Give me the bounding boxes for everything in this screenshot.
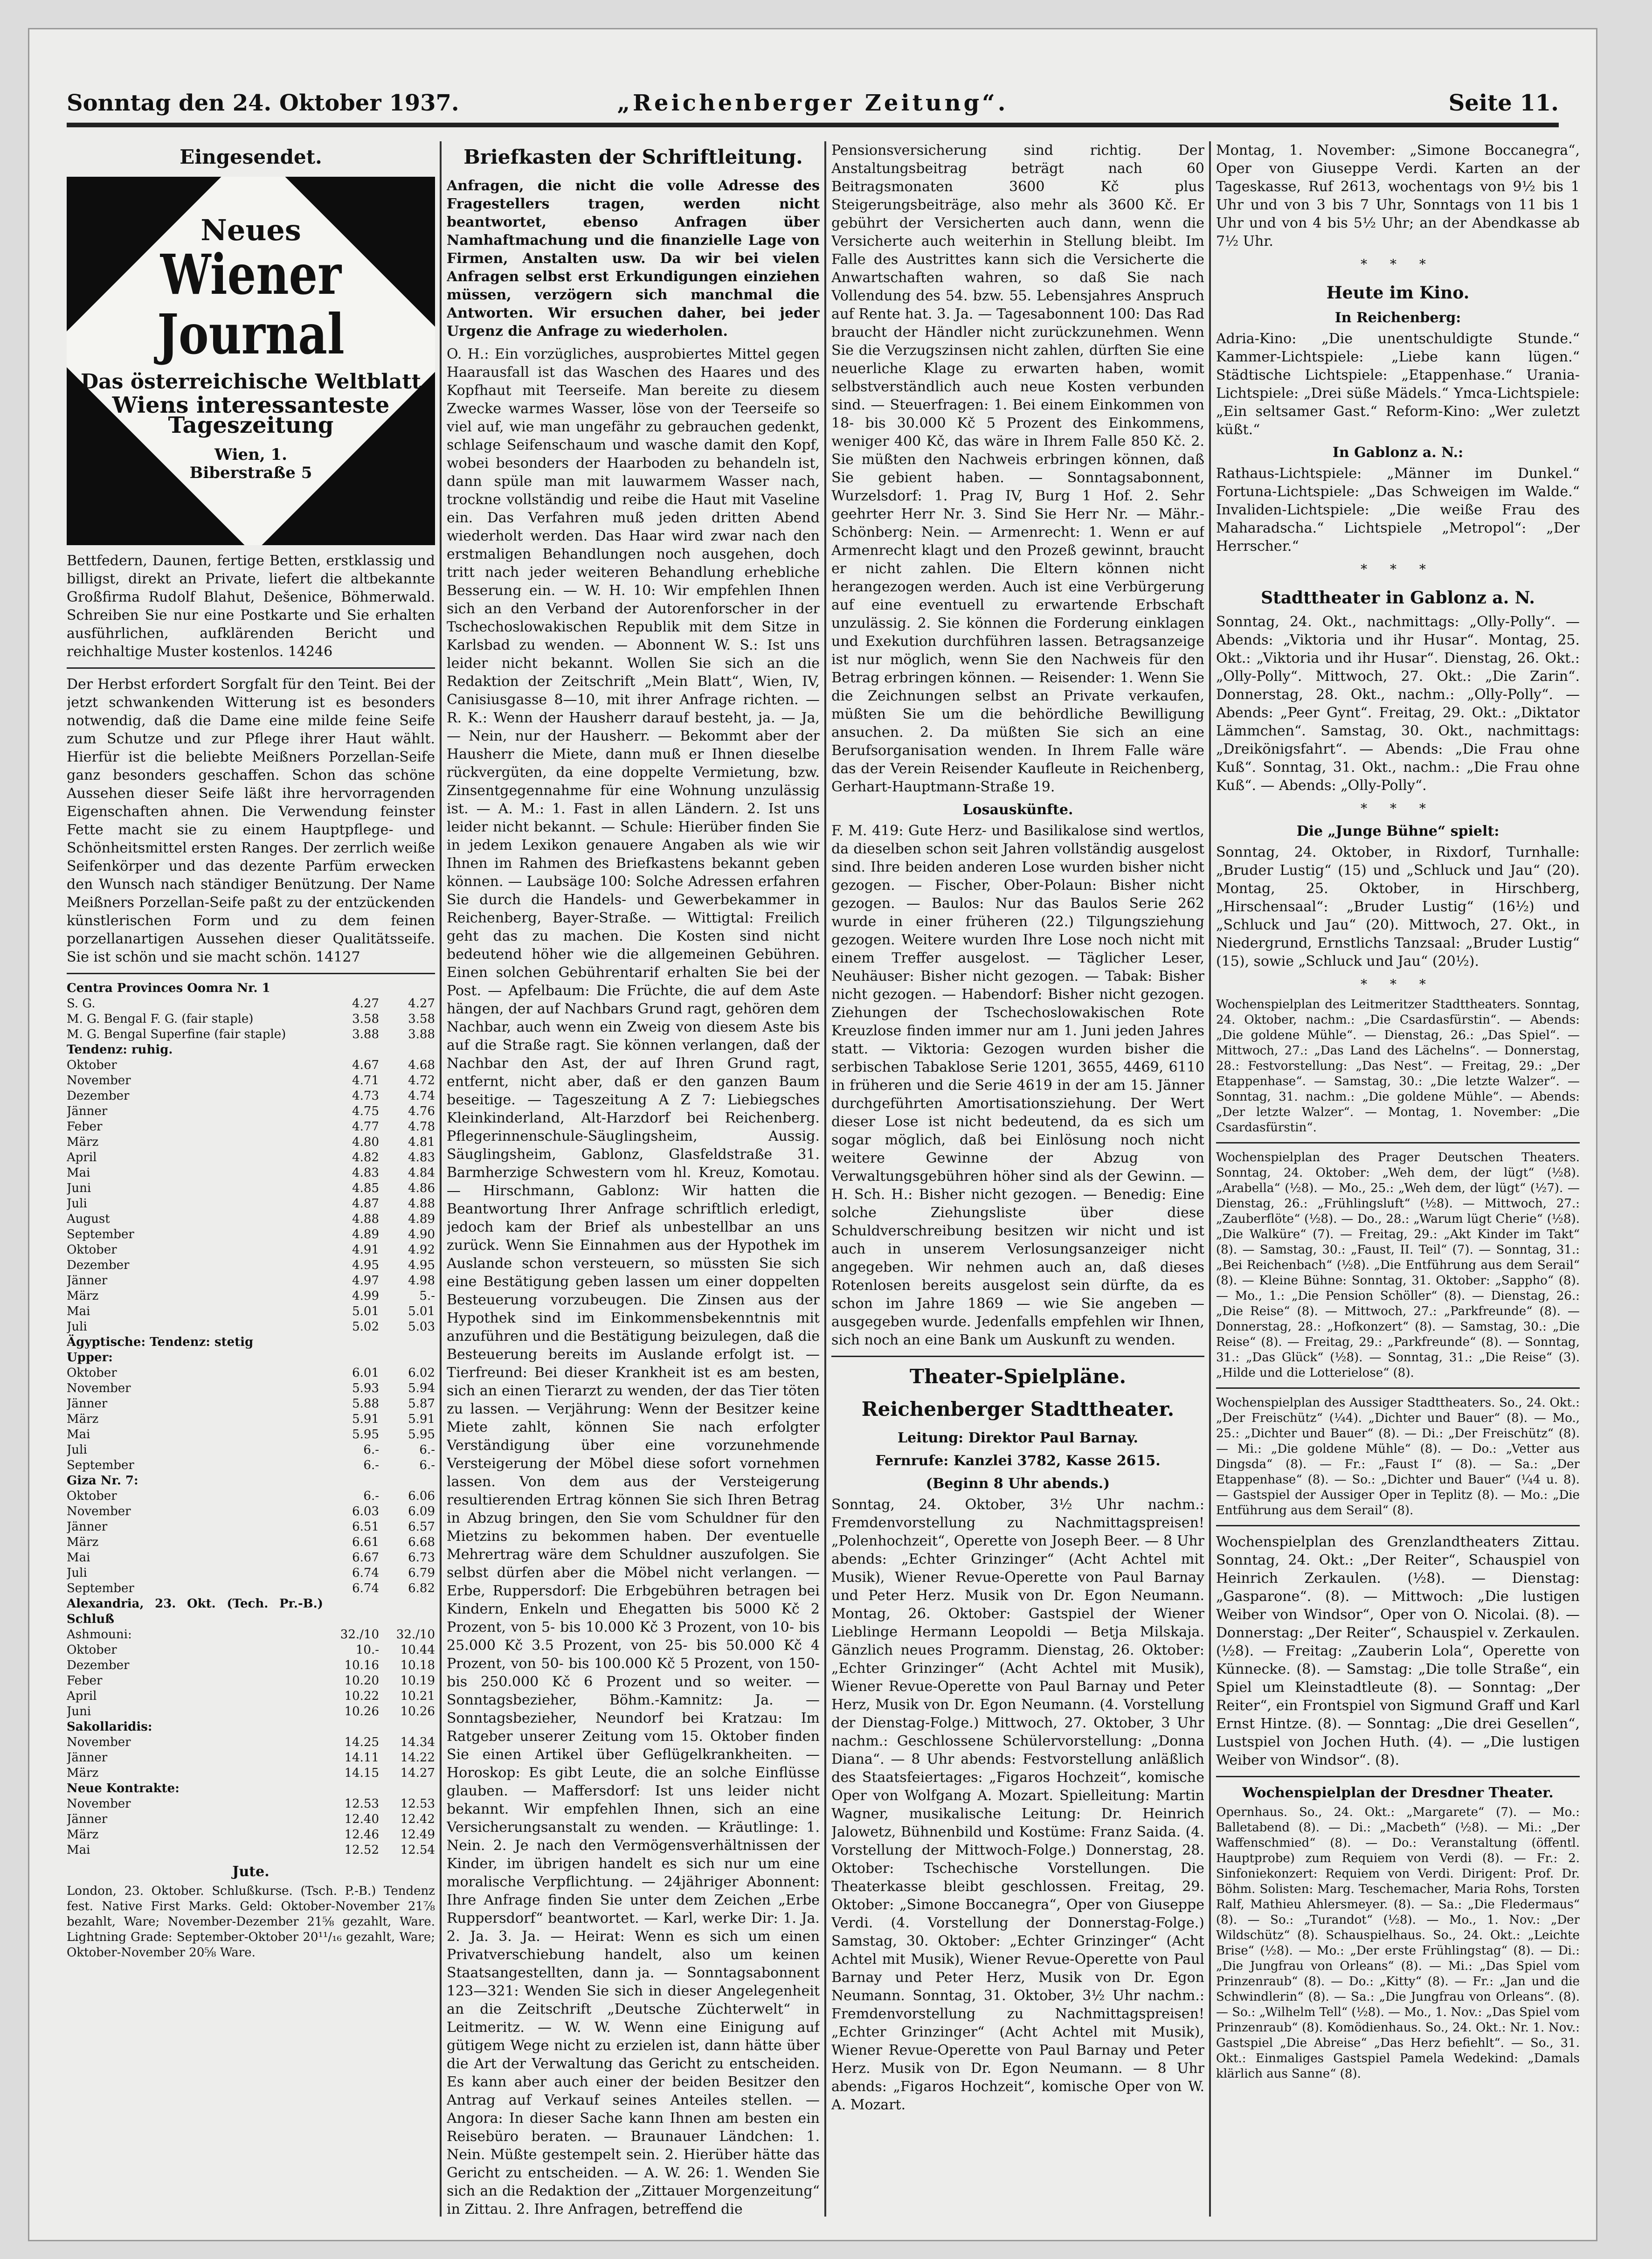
quote-value: 6.73 [408,1551,435,1565]
page-header [67,85,1559,127]
quote-row [67,1304,435,1319]
quote-value: 10.19 [400,1674,435,1688]
quote-value: 6.- [419,1443,435,1457]
quote-value [379,1335,435,1350]
quote-value: 12.46 [344,1828,379,1842]
quote-value [379,1042,435,1058]
ad-line: Tageszeitung [168,412,334,438]
quote-row [67,1627,435,1642]
grenzland-program: Wochenspielplan des Grenzlandtheaters Zittau. Sonntag, 24. Okt.: „Der Reiter“, Schauspiel von Heinrich Zerkaulen. (½8). — Dienstag: „Gasparone“. (8). — Mittwoch: „Die lustigen Weiber von Windsor“, Oper von O. Nicolai. (8). — Donnerstag: „Der Reiter“, Schauspiel v. Zerkaulen. (½8). — Freitag: „Zauberin Lola“, Operette von Künnecke. (8). — Samstag: „Die tolle Straße“, ein Spiel um Kleinstadtleute (8). — Sonntag: „Der Reiter“, ein Frontspiel von Sigmund Graff und Karl Ernst Hintze. (8). — Sonntag: „Die drei Gesellen“, Lustspiel von Jochen Huth. (4). — „Die lustigen Weiber von Windsor“. (8). [1216,1534,1580,1768]
quote-label: März [67,1766,99,1780]
quote-value: 10.22 [344,1689,379,1703]
briefkasten-answers: O. H.: Ein vorzügliches, ausprobiertes Mittel gegen Haarausfall ist das Waschen des Haares und des Kopfhaut mit Teerseife. Man bereite zu diesem Zwecke warmes Wasser, löse von der Teerseife so viel auf, wie man ungefähr zu gebrauchen gedenkt, schlage Seifenschaum und wasche damit den Kopf, wobei besonders der Haarboden zu behandeln ist, dann spüle man mit lauwarmem Wasser nach, trockne vollständig und reibe die Haut mit Vaseline ein. Das Verfahren muß jeden dritten Abend wiederholt werden. Das Haar wird zwar nach den erstmaligen Behandlungen noch ausgehen, doch tritt nach jeder weiteren Behandlung erhebliche Besserung ein. — W. H. 10: Wir empfehlen Ihnen sich an den Verband der Autorenforscher in der Tschechoslowakischen Republik mit dem Sitze in Karlsbad zu wenden. — Abonnent W. S.: Ist uns leider nicht bekannt. Wollen Sie sich an die Redaktion der Zeitschrift „Mein Blatt“, Wien, IV, Canisiusgasse 8—10, mit ihrer Anfrage richten. — R. K.: Wenn der Hausherr darauf besteht, ja. — Ja, — Nein, nur der Hausherr. — Bekommt aber der Hausherr die Miete, dann muß er Ihnen dieselbe rückvergüten, da eine doppelte Vermietung, bzw. Zinsentgegennahme für eine Wohnung unzulässig ist. — A. M.: 1. Fast in allen Ländern. 2. Ist uns leider nicht bekannt. — Schule: Hierüber finden Sie in jedem Lexikon genauere Angaben als wie wir Ihnen im Rahmen des Briefkastens bekannt geben können. — Laubsäge 100: Solche Adressen erfahren Sie durch die Handels- und Gewerbekammer in Reichenberg, Bayer-Straße. — Wittigtal: Freilich geht das zu machen. Die Kosten sind nicht bedeutend höher wie die allgemeinen Gebühren. Einen solchen Gebührentarif erhalten Sie bei der Post. — Apfelbaum: Die Früchte, die auf dem Aste hängen, der auf Nachbars Grund ragt, gehören dem Nachbar, auch wenn ein Zweig von diesem Aste bis auf die Straße ragt. Sie können verlangen, daß der Nachbar den Ast, der auf Ihren Grund ragt, entfernt, nicht aber, daß er den ganzen Baum beseitige. — Tageszeitung A Z 7: Liebiegsches Kleinkinderland, Alt-Harzdorf bei Reichenberg. Pflegerinnenschule-Säuglingsheim, Aussig. Säuglingsheim, Gablonz, Glasfeldstraße 31. Barmherzige Schwestern vom hl. Kreuz, Komotau. — Hirschmann, Gablonz: Wir hatten die Beantwortung Ihrer Anfrage schriftlich erledigt, jedoch kam der Brief als unbestellbar an uns zurück. Wenn Sie Einnahmen aus der Hypothek im Auslande schon versteuern, so müssten Sie sich eine Bestätigung geben lassen um einer doppelten Besteuerung vorzubeugen. Die Zinsen aus der Hypothek sind im Einkommensbekenntnis mit anzuführen und die Bestätigung beizulegen, daß die Besteuerung bereits im Auslande erfolgt ist. — Tierfreund: Bei dieser Krankheit ist es am besten, sich an einen Tierarzt zu wenden, der das Tier töten zu lassen. — Verjährung: Wenn der Besitzer keine Miete zahlt, können Sie nach erfolgter Verständigung über eine vorzunehmende Versteigerung der Möbel diese sofort vornehmen lassen. Von dem aus der Versteigerung resultierenden Ertrag können Sie sich Ihren Betrag in Abzug bringen, den Sie vom Schuldner für den Mietzins zu bekommen haben. Der eventuelle Mehrertrag wäre dem Schuldner auszufolgen. Sie selbst dürfen aber die Möbel nicht verlangen. — Erbe, Ruppersdorf: Die Erbgebühren betragen bei Kindern, Enkeln und Ehegatten bis 5000 Kč 2 Prozent, von 5- bis 10.000 Kč 3 Prozent, von 10- bis 25.000 Kč 3.5 Prozent, von 25- bis 50.000 Kč 4 Prozent, von 50- bis 100.000 Kč 5 Prozent, von 150- bis 250.000 Kč 6 Prozent und so weiter. — Sonntagsbezieher, Böhm.-Kamnitz: Ja. — Sonntagsbezieher, Neundorf bei Kratzau: Im Ratgeber unserer Zeitung vom 15. Oktober finden Sie einen Artikel über Geflügelkrankheiten. — Horoskop: Es gibt Leute, die an solche Einflüsse glauben. — Maffersdorf: Ist uns leider nicht bekannt. Wir empfehlen Ihnen, sich an eine Versicherungsanstalt zu wenden. — Kräutlinge: 1. Nein. 2. Je nach den Vermögensverhältnissen der Kinder, im übrigen handelt es sich nur um eine moralische Verpflichtung. — 24jähriger Abonnent: Ihre Anfrage finden Sie unter dem Zeichen „Erbe Ruppersdorf“ beantwortet. — Karl, werke Dir: 1. Ja. 2. Ja. 3. Ja. — Heirat: Wenn es sich um einen Privatverschiebung handelt, also um keinen Staatsangestellten, dann ja. — Sonntagsabonnent 123—321: Wenden Sie sich in dieser Angelegenheit an die Zeitschrift „Deutsche Züchterwelt“ in Leitmeritz. — W. W. Wenn eine Einigung auf gütigem Wege nicht zu erzielen ist, dann hätte über die Art der Verwaltung das Gericht zu entscheiden. Es kann aber auch einer der beiden Besitzer den Antrag auf Verkauf seines Anteiles stellen. — Angora: In dieser Sache kann Ihnen am besten ein Reisebüro beraten. — Braunauer Ländchen: 1. Nein. Müßte gestempelt sein. 2. Hierüber hätte das Gericht zu entscheiden. — A. W. 26: 1. Wenden Sie sich an die Redaktion der „Zittauer Morgenzeitung“ in Zittau. 2. Ihre Anfragen, betreffend die [447,346,820,2217]
quote-value: 3.88 [352,1027,379,1041]
quote-row [67,1473,435,1489]
quote-label: Ashmouni: [67,1628,132,1642]
quote-value: 10.18 [400,1658,435,1672]
quote-label: Oktober [67,1058,117,1072]
quote-row [67,1642,435,1658]
quote-row [67,1519,435,1535]
prag-program: Wochenspielplan des Prager Deutschen Theaters. Sonntag, 24. Oktober: „Weh dem, der lügt“ (½8). „Arabella“ (½8). — Mo., 25.: „Weh dem, der lügt“ (½7). — Dienstag, 26.: „Frühlingsluft“ (½8). — Mittwoch, 27.: „Zauberflöte“ (½8). — Do., 28.: „Warum lügt Cherie“ (½8). „Die Walküre“ (7). — Freitag, 29.: „Akt Kinder im Takt“ (8). — Samstag, 30.: „Faust, II. Teil“ (7). — Sonntag, 31.: „Bei Reichenbach“ (½8). „Die Entführung aus dem Serail“ (8). — Kleine Bühne: Sonntag, 31. Oktober: „Sappho“ (8). — Mo., 1.: „Die Pension Schöller“ (8). — Dienstag, 26.: „Die Reise“ (8). — Mittwoch, 27.: „Parkfreunde“ (8). — Donnerstag, 28.: „Hofkonzert“ (8). — Samstag, 30.: „Die Reise“ (8). — Freitag, 29.: „Parkfreunde“ (8). — Sonntag, 31.: „Das Glück“ (½8). — Sonntag, 31.: „Die Reise“ (3). „Hilde und die Lotterielose“ (8). [1216,1150,1580,1380]
column-4 [1216,141,1580,2217]
header-date: Sonntag den 24. Oktober 1937. [67,90,459,116]
quote-value: 4.72 [408,1074,435,1088]
column-rule [824,141,826,2217]
quote-value: 4.95 [408,1258,435,1272]
quote-value: 6.- [363,1458,379,1472]
quote-row [67,1396,435,1412]
quote-value: 10.44 [400,1643,435,1657]
quote-value: 5.87 [408,1397,435,1411]
quote-row [67,1088,435,1104]
quote-label: November [67,1504,131,1518]
quote-label: Jänner [67,1104,108,1118]
quote-label: Mai [67,1304,90,1318]
wiener-journal-advertisement [67,177,435,545]
leitmeritz-program: Wochenspielplan des Leitmeritzer Stadttheaters. Sonntag, 24. Oktober, nachm.: „Die Csardasfürstin“. — Abends: „Die goldene Mühle“. — Dienstag, 26.: „Das Spiel“. — Mittwoch, 27.: „Das Land des Lächelns“. — Donnerstag, 28.: Festvorstellung: „Das Nest“. — Freitag, 29.: „Der Etappenhase“. — Samstag, 30.: „Die letzte Walzer“. — Sonntag, 31. nachm.: „Die goldene Mühle“. — Abends: „Der letzte Walzer“. — Montag, 1. November: „Die Csardasfürstin“. [1216,998,1580,1135]
quote-value [323,1596,379,1627]
quote-row [67,1335,435,1350]
quote-row [67,1319,435,1335]
quote-row [67,1596,435,1627]
quote-value: 5.91 [408,1412,435,1426]
quote-value: 5.01 [408,1304,435,1318]
jute-heading: Jute. [232,1864,270,1880]
quote-label: Mai [67,1843,90,1857]
quote-row [67,1042,435,1058]
quote-label: Mai [67,1427,90,1441]
quote-label: September [67,1581,134,1595]
losauskuenfte-text: F. M. 419: Gute Herz- und Basilikalose sind wertlos, da dieselben schon seit Jahren vollständig ausgelost sind. Ihre beiden anderen Lose wurden bisher nicht gezogen. — Fischer, Ober-Polaun: Bisher nicht gezogen. — Baulos: Nur das Baulos Serie 262 wurde in einer früheren (22.) Tilgungsziehung gezogen. Weitere wurden Ihre Lose noch nicht mit einem Treffer ausgelost. — Täglicher Leser, Neuhäuser: Bisher nicht gezogen. — Tabak: Bisher nicht gezogen. — Habendorf: Bisher nicht gezogen. Ziehungen der Tschechoslowakischen Rote Kreuzlose finden immer nur am 1. Juni jeden Jahres statt. — Viktoria: Gezogen wurden bisher die serbischen Tabaklose Serie 1201, 3655, 4469, 6110 in früheren und die Serie 4619 in der am 15. Jänner durchgeführten Amortisationsziehung. Der Wert dieser Lose ist nicht bedeutend, da es sich um sogar möglich, daß bei Einlösung noch nicht weitere Gewinne der Abzug von Verwaltungsgebühren höher sind als der Gewinn. — H. Sch. H.: Bisher nicht gezogen. — Benedig: Eine solche Ziehungsliste über diese Schuldverschreibung besitzen wir nicht und ist auch in unserem Verlosungsanzeiger nicht angegeben. Wir nehmen auch an, daß dieses Rotenlosen bereits ausgelost sein dürfte, da es schon im Jahre 1869 — wie Sie angeben — ausgegeben wurde. Jedenfalls empfehlen wir Ihnen, sich noch an eine Bank um Auskunft zu wenden. [831,823,1204,1348]
quote-label: Jänner [67,1397,108,1411]
ad-address: Wien, 1. [214,445,288,464]
divider [67,667,435,669]
quote-value: 4.83 [352,1166,379,1180]
quote-value: 4.92 [408,1243,435,1257]
theater-phone: Fernrufe: Kanzlei 3782, Kasse 2615. [875,1453,1161,1469]
quote-label: Jänner [67,1751,108,1765]
quote-value [379,1596,435,1627]
quote-value: 6.74 [352,1566,379,1580]
quote-value: 10.20 [344,1674,379,1688]
quote-row [67,1504,435,1519]
kino-reichenberg-heading: In Reichenberg: [1334,310,1461,326]
quote-value: 4.73 [352,1089,379,1103]
quote-value: 4.76 [408,1104,435,1118]
quote-value: 14.25 [344,1735,379,1749]
quote-value: 12.42 [400,1812,435,1826]
quote-label: April [67,1689,97,1703]
quote-label: Feber [67,1120,103,1134]
quote-value: 12.40 [344,1812,379,1826]
header-paper-name: „Reichenberger Zeitung“. [617,90,1009,116]
quote-row [67,1458,435,1473]
quote-value: 10.16 [344,1658,379,1672]
ad-text-block [67,213,435,482]
quote-row [67,1581,435,1596]
quote-value: 4.68 [408,1058,435,1072]
quote-value [323,1335,379,1350]
quote-value: 4.74 [408,1089,435,1103]
quote-value: 4.75 [352,1104,379,1118]
quote-row [67,1365,435,1381]
quote-value: 4.87 [352,1197,379,1211]
quote-row [67,1242,435,1258]
quote-row [67,1442,435,1458]
column-1 [67,141,435,2217]
kino-heading: Heute im Kino. [1326,283,1470,303]
quote-value: 6.01 [352,1366,379,1380]
quote-row [67,1735,435,1750]
quote-label: November [67,1074,131,1088]
quote-value: 6.61 [352,1535,379,1549]
aussig-program: Wochenspielplan des Aussiger Stadttheaters. So., 24. Okt.: „Der Freischütz“ (¼4). „Dichter und Bauer“ (8). — Mo., 25.: „Dichter und Bauer“ (8). — Di.: „Der Freischütz“ (8). — Mi.: „Die goldene Mühle“ (8). — Do.: „Vetter aus Dingsda“ (8). — Fr.: „Faust I“ (8). — Sa.: „Der Etappenhase“ (8). — So.: „Dichter und Bauer“ (¼4 u. 8). — Gastspiel der Aussiger Oper in Teplitz (8). — Mo.: „Die Entführung aus dem Serail“ (8). [1216,1396,1580,1518]
quote-row [67,1135,435,1150]
quote-value: 6.03 [352,1504,379,1518]
quote-label: März [67,1828,99,1842]
quote-value: 3.58 [352,1012,379,1026]
quote-value: 5.94 [408,1381,435,1395]
quote-value [323,1042,379,1058]
quote-value: 4.91 [352,1243,379,1257]
quote-value: 4.82 [352,1150,379,1164]
quote-row [67,1812,435,1827]
quote-value: 5.02 [352,1320,379,1334]
quote-value: 4.81 [408,1135,435,1149]
separator-stars: * * * [1361,561,1435,577]
briefkasten-intro: Anfragen, die nicht die volle Adresse des Fragestellers tragen, werden nicht beantwortet, ebenso Anfragen über Namhaftmachung und die finanzielle Lage von Firmen, Anstalten usw. Da wir bei vielen Anfragen selbst erst Erkundigungen einziehen müssen, verzögern sich manchmal die Antworten. Wir ersuchen daher, bei jeder Urgenz die Anfrage zu wiederholen. [447,178,820,340]
quote-row [67,1165,435,1181]
quote-row [67,1381,435,1396]
quote-value: 5.95 [352,1427,379,1441]
quote-value: 12.52 [344,1843,379,1857]
quote-label: September [67,1458,134,1472]
quote-value: 6.67 [352,1551,379,1565]
theater-direction: Leitung: Direktor Paul Barnay. [898,1430,1138,1446]
quote-value: 4.80 [352,1135,379,1149]
quote-row [67,1027,435,1042]
quote-value: 6.- [363,1443,379,1457]
quote-label: März [67,1535,99,1549]
quote-value: 4.85 [352,1181,379,1195]
quote-value: 14.11 [344,1751,379,1765]
quote-label: März [67,1412,99,1426]
quotes-title: Centra Provinces Oomra Nr. 1 [67,981,270,995]
quote-label: Mai [67,1166,90,1180]
column-rule [440,141,442,2217]
quote-value: 6.74 [352,1581,379,1595]
theater-heading: Theater-Spielpläne. [909,1365,1127,1388]
jute-report: London, 23. Oktober. Schlußkurse. (Tsch. P.-B.) Tendenz fest. Native First Marks. Geld: Oktober-November 21⅞ bezahlt, Ware; November-Dezember 21⅝ gezahlt, Ware. Lightning Grade: September-Oktober 20¹¹/₁₆ gezahlt, Ware; Oktober-November 20⅝ Ware. [67,1884,435,1960]
quote-row [67,1412,435,1427]
quote-row [67,1350,435,1365]
quote-value [379,1781,435,1796]
quote-label: November [67,1735,131,1749]
ad-line: Das österreichische Weltblatt [80,370,422,394]
quote-value: 6.68 [408,1535,435,1549]
quote-row [67,1150,435,1165]
quote-value [323,1350,379,1365]
quote-row [67,1566,435,1581]
quote-label: Juli [67,1197,87,1211]
quote-label: März [67,1135,99,1149]
divider [67,973,435,974]
quote-label: Alexandria, 23. Okt. (Tech. Pr.-B.) Schluß [67,1597,323,1626]
column-2 [447,141,820,2217]
stadttheater-program-end: Montag, 1. November: „Simone Boccanegra“, Oper von Giuseppe Verdi. Karten an der Tageskasse, Ruf 2613, wochentags von 9½ bis 1 Uhr und von 3 bis 7 Uhr, Sonntags von 11 bis 1 Uhr und von 4 bis 5½ Uhr; an der Abendkasse ab 7½ Uhr. [1216,142,1580,249]
quote-value: 14.27 [400,1766,435,1780]
quote-row [67,1258,435,1273]
quote-label: Dezember [67,1658,130,1672]
quote-label: Neue Kontrakte: [67,1781,180,1795]
quote-value: 3.88 [408,1027,435,1041]
quote-label: Ägyptische: Tendenz: stetig [67,1335,254,1349]
quote-value: 12.53 [344,1797,379,1811]
quote-label: Upper: [67,1351,113,1365]
gablonz-theater-heading: Stadttheater in Gablonz a. N. [1261,588,1535,608]
quote-value: 4.84 [408,1166,435,1180]
quote-value: 4.99 [352,1289,379,1303]
losauskuenfte-heading: Losauskünfte. [962,802,1073,818]
quote-value: 5.95 [408,1427,435,1441]
quote-row [67,1689,435,1704]
quote-row [67,1535,435,1550]
quote-value: 5.88 [352,1397,379,1411]
quote-label: Juli [67,1320,87,1334]
quote-row [67,1104,435,1119]
quote-row [67,1427,435,1442]
quote-value: 4.89 [352,1227,379,1241]
separator-stars: * * * [1361,256,1435,272]
quote-value: 14.34 [400,1735,435,1749]
quote-row [67,1058,435,1073]
quote-label: Dezember [67,1258,130,1272]
quote-row [67,1550,435,1566]
quote-row [67,1119,435,1135]
quote-value: 6.09 [408,1504,435,1518]
quote-value [323,1473,379,1489]
quote-value: 5.- [419,1289,435,1303]
quote-value: 5.03 [408,1320,435,1334]
quote-label: April [67,1150,97,1164]
quote-row [67,1827,435,1843]
quote-value: 3.58 [408,1012,435,1026]
quote-value [379,1719,435,1735]
column-rule [1209,141,1211,2217]
separator-stars: * * * [1361,977,1435,992]
quote-label: S. G. [67,997,96,1011]
quote-value: 4.86 [408,1181,435,1195]
quote-label: August [67,1212,110,1226]
quote-value: 6.- [363,1489,379,1503]
quote-label: M. G. Bengal F. G. (fair staple) [67,1012,254,1026]
quote-value: 6.51 [352,1520,379,1534]
stadttheater-heading: Reichenberger Stadttheater. [861,1398,1175,1421]
gablonz-theater-program: Sonntag, 24. Okt., nachmittags: „Olly-Polly“. — Abends: „Viktoria und ihr Husar“. Montag, 25. Okt.: „Viktoria und ihr Husar“. Dienstag, 26. Okt.: „Olly-Polly“. Mittwoch, 27. Okt.: „Die Zarin“. Donnerstag, 28. Okt., nachm.: „Olly-Polly“. — Abends: „Peer Gynt“. Freitag, 29. Okt.: „Diktator Lämmchen“. Samstag, 30. Okt., nachmittags: „Dreikönigsfahrt“. — Abends: „Die Frau ohne Kuß“. Sonntag, 31. Okt., nachm.: „Die Frau ohne Kuß“. — Abends: „Olly-Polly“. [1216,614,1580,794]
quote-value: 5.01 [352,1304,379,1318]
ad-line: Wiens interessanteste [112,392,390,418]
quote-value: 4.27 [352,997,379,1011]
quote-label: Sakollaridis: [67,1720,152,1734]
quote-value: 4.88 [408,1197,435,1211]
quote-value: 14.15 [344,1766,379,1780]
quote-value: 4.89 [408,1212,435,1226]
quote-row [67,1073,435,1088]
quote-row [67,1673,435,1689]
quote-label: Oktober [67,1366,117,1380]
quote-value [323,1719,379,1735]
quote-row [67,1658,435,1673]
quote-label: Dezember [67,1089,130,1103]
quote-row [67,1273,435,1289]
quote-value [379,1350,435,1365]
quote-value: 32./10 [396,1628,435,1642]
quote-value: 4.77 [352,1120,379,1134]
quote-label: Mai [67,1551,90,1565]
kino-gablonz-heading: In Gablonz a. N.: [1332,444,1464,461]
ad-title: Wiener Journal [157,242,345,367]
quote-value: 4.71 [352,1074,379,1088]
section-heading-briefkasten: Briefkasten der Schriftleitung. [463,146,803,168]
quote-row [67,1181,435,1196]
quote-value: 12.54 [400,1843,435,1857]
quote-value: 6.02 [408,1366,435,1380]
section-heading-eingesendet: Eingesendet. [180,146,322,168]
quote-value: 6.82 [408,1581,435,1595]
quote-row [67,1750,435,1766]
quote-label: Jänner [67,1274,108,1288]
newspaper-page [28,28,1597,2241]
quote-value: 10.21 [400,1689,435,1703]
header-page-number: Seite 11. [1448,90,1559,116]
quote-row [67,1719,435,1735]
quote-value: 10.26 [344,1705,379,1719]
junge-buehne-program: Sonntag, 24. Oktober, in Rixdorf, Turnhalle: „Bruder Lustig“ (15) und „Schluck und Jau“ (20). Montag, 25. Oktober, in Hirschberg, „Hirschensaal“: „Bruder Lustig“ (16½) und „Schluck und Jau“ (20). Mittwoch, 27. Okt., in Niedergrund, Ernstlichs Tanzsaal: „Bruder Lustig“ (15), sowie „Schluck und Jau“ (20½). [1216,844,1580,970]
quote-value: 4.97 [352,1274,379,1288]
kino-reichenberg-list: Adria-Kino: „Die unentschuldigte Stunde.“ Kammer-Lichtspiele: „Liebe kann lügen.“ Städtische Lichtspiele: „Etappenhase.“ Urania-Lichtspiele: „Drei süße Mädels.“ Ymca-Lichtspiele: „Ein seltsamer Gast.“ Reform-Kino: „Wer zuletzt küßt.“ [1216,331,1580,438]
quote-value: 4.83 [408,1150,435,1164]
junge-buehne-heading: Die „Junge Bühne“ spielt: [1296,823,1500,839]
quote-row [67,1843,435,1858]
quote-label: November [67,1797,131,1811]
quote-row [67,1781,435,1796]
ad-address: Biberstraße 5 [189,464,312,482]
quote-label: Juni [67,1705,91,1719]
quote-label: Juni [67,1181,91,1195]
quote-value: 4.67 [352,1058,379,1072]
quote-value [323,1781,379,1796]
theater-start-time: (Beginn 8 Uhr abends.) [926,1476,1110,1492]
quote-value: 10.- [355,1643,379,1657]
divider [1216,1142,1580,1143]
quote-value: 10.26 [400,1705,435,1719]
quote-label: Jänner [67,1812,108,1826]
quote-label: Giza Nr. 7: [67,1474,138,1488]
quote-value: 12.49 [400,1828,435,1842]
kino-gablonz-list: Rathaus-Lichtspiele: „Männer im Dunkel.“ Fortuna-Lichtspiele: „Das Schweigen im Walde.“ Invaliden-Lichtspiele: „Die weiße Frau des Maharadscha.“ Lichtspiele „Metropol“: „Der Herrscher.“ [1216,465,1580,554]
quote-row [67,1766,435,1781]
quote-value: 14.22 [400,1751,435,1765]
quote-label: Tendenz: ruhig. [67,1043,173,1057]
dresden-heading: Wochenspielplan der Dresdner Theater. [1242,1785,1554,1801]
quote-label: M. G. Bengal Superfine (fair staple) [67,1027,286,1041]
column-3 [831,141,1204,2217]
quote-row [67,1289,435,1304]
divider [1216,1387,1580,1389]
separator-stars: * * * [1361,801,1435,816]
quote-value [379,1473,435,1489]
quote-value: 4.90 [408,1227,435,1241]
notice-bettfedern: Bettfedern, Daunen, fertige Betten, erstklassig und billigst, direkt an Private, liefert die altbekannte Großfirma Rudolf Blahut, Dešenice, Böhmerwald. Schreiben Sie nur eine Postkarte und Sie erhalten ausführlichen, aufklärenden Bericht und reichhaltige Muster kostenlos. 14246 [67,553,435,660]
quote-label: Feber [67,1674,103,1688]
quote-label: März [67,1289,99,1303]
quote-value: 6.57 [408,1520,435,1534]
cotton-quotes-table [67,996,435,1858]
notice-porzellan-seife: Der Herbst erfordert Sorgfalt für den Teint. Bei der jetzt schwankenden Witterung ist es besonders notwendig, daß die Dame eine milde feine Seife zum Schutze und zur Pflege ihrer Haut wählt. Hierfür ist die beliebte Meißners Porzellan-Seife ganz besonders geschaffen. Schon das schöne Aussehen dieser Seife läßt ihre hervorragenden Eigenschaften ahnen. Die Verwendung feinster Fette macht sie zu einem Hauptpflege- und Schönheitsmittel ersten Ranges. Der zerrlich weiße Seifenkörper und das dezente Parfüm erwecken den Wunsch nach ständiger Benützung. Der Name Meißners Porzellan-Seife paßt zu der entzückenden künstlerischen Form und zu dem feinen porzellanartigen Aussehen dieser Qualitätsseife. Sie ist schön und sie macht schön. 14127 [67,676,435,965]
quote-label: Oktober [67,1243,117,1257]
quote-value: 6.- [419,1458,435,1472]
quote-row [67,1796,435,1812]
quote-value: 12.53 [400,1797,435,1811]
divider [831,1356,1204,1357]
quote-value: 5.91 [352,1412,379,1426]
divider [1216,1525,1580,1526]
quote-value: 5.93 [352,1381,379,1395]
quote-label: Juli [67,1443,87,1457]
quote-row [67,1489,435,1504]
quote-label: Jänner [67,1520,108,1534]
quote-label: Juli [67,1566,87,1580]
quote-value: 6.79 [408,1566,435,1580]
quote-label: November [67,1381,131,1395]
quote-value: 4.98 [408,1274,435,1288]
quote-label: September [67,1227,134,1241]
quote-value: 4.95 [352,1258,379,1272]
quote-value: 4.78 [408,1120,435,1134]
quote-row [67,1196,435,1212]
quote-row [67,1227,435,1242]
quote-value: 4.88 [352,1212,379,1226]
quote-value: 6.06 [408,1489,435,1503]
stadttheater-program: Sonntag, 24. Oktober, 3½ Uhr nachm.: Fremdenvorstellung zu Nachmittagspreisen! „Polenhochzeit“, Operette von Joseph Beer. — 8 Uhr abends: „Echter Grinzinger“ (Acht Achtel mit Musik), Wiener Revue-Operette von Paul Barnay und Peter Herz. Musik von Dr. Egon Neumann. Montag, 26. Oktober: Gastspiel der Wiener Lieblinge Hermann Leopoldi — Betja Milskaja. Gänzlich neues Programm. Dienstag, 26. Oktober: „Echter Grinzinger“ (Acht Achtel mit Musik), Wiener Revue-Operette von Paul Barnay und Peter Herz, Musik von Dr. Egon Neumann. (4. Vorstellung der Dienstag-Folge.) Mittwoch, 27. Oktober, 3 Uhr nachm.: Geschlossene Schülervorstellung: „Donna Diana“. — 8 Uhr abends: Festvorstellung anläßlich des Staatsfeiertages: „Figaros Hochzeit“, komische Oper von Wolfgang A. Mozart. Spielleitung: Martin Wagner, musikalische Leitung: Dr. Heinrich Jalowetz, Bühnenbild und Kostüme: Franz Saida. (4. Vorstellung der Mittwoch-Folge.) Donnerstag, 28. Oktober: Tschechische Vorstellungen. Die Theaterkasse bleibt geschlossen. Freitag, 29. Oktober: „Simone Boccanegra“, Oper von Giuseppe Verdi. (4. Vorstellung der Donnerstag-Folge.) Samstag, 30. Oktober: „Echter Grinzinger“ (Acht Achtel mit Musik), Wiener Revue-Operette von Paul Barnay und Peter Herz, Musik von Dr. Egon Neumann. Sonntag, 31. Oktober, 3½ Uhr nachm.: Fremdenvorstellung zu Nachmittagspreisen! „Echter Grinzinger“ (Acht Achtel mit Musik), Wiener Revue-Operette von Paul Barnay und Peter Herz. Musik von Dr. Egon Neumann. — 8 Uhr abends: „Figaros Hochzeit“, komische Oper von W. A. Mozart. [831,1497,1204,2113]
quote-row [67,1012,435,1027]
quote-value: 32./10 [340,1628,379,1642]
quote-value: 4.27 [408,997,435,1011]
quote-row [67,1704,435,1719]
divider [1216,1776,1580,1777]
quote-label: Oktober [67,1643,117,1657]
quote-row [67,996,435,1012]
briefkasten-answers-continued: Pensionsversicherung sind richtig. Der Anstaltungsbeitrag beträgt nach 60 Beitragsmonaten 3600 Kč plus Steigerungsbeiträge, also mehr als 3600 Kč. Er gebührt der Versicherten auch dann, wenn die Versicherte auch weiterhin in Stellung bleibt. Im Falle des Austrittes kann sich die Versicherte die Anwartschaften wahren, so daß Sie nach Vollendung des 54. bzw. 55. Lebensjahres Anspruch auf Rente hat. 3. Ja. — Tagesabonnent 100: Das Rad braucht der Händler nicht zurückzunehmen. Wenn Sie die Verzugszinsen nicht zahlen, dürften Sie eine neuerliche Klage zu erwarten haben, womit selbstverständlich auch neue Kosten verbunden sind. — Steuerfragen: 1. Bei einem Einkommen von 18- bis 30.000 Kč 5 Prozent des Einkommens, weniger 400 Kč, das wäre in Ihrem Falle 850 Kč. 2. Sie müßten den Nachweis erbringen können, daß Sie gebient haben. — Sonntagsabonnent, Wurzelsdorf: 1. Prag IV, Burg 1 Hof. 2. Sehr geehrter Herr Nr. 3. Sind Sie Herr Nr. — Mähr.-Schönberg: Nein. — Armenrecht: 1. Wenn er auf Armenrecht klagt und den Prozeß gewinnt, braucht er nicht zahlen. Die Eltern können nicht herangezogen werden. Auch ist eine Verbürgerung auf eine eventuell zu erwartende Erbschaft unzulässig. 2. Sie können die Forderung einklagen und Exekution durchführen lassen. Betragsanzeige ist nur möglich, wenn Sie den Nachweis für den Betrag erbringen können. — Reisender: 1. Wenn Sie die Zeichnungen selbst an Private verkaufen, müßten Sie um die behördliche Bewilligung ansuchen. 2. Da müßten Sie sich an eine Berufsorganisation wenden. In Ihrem Falle wäre das der Verein Reisender Kaufleute in Reichenberg, Gerhart-Hauptmann-Straße 19. [831,142,1204,795]
quote-row [67,1212,435,1227]
quote-label: Oktober [67,1489,117,1503]
ad-line: Neues [200,213,301,247]
dresden-program: Opernhaus. So., 24. Okt.: „Margarete“ (7). — Mo.: Balletabend (8). — Di.: „Macbeth“ (½8). — Mi.: „Der Waffenschmied“ (8). — Do.: Veranstaltung (öffentl. Hauptprobe) zum Requiem von Verdi (8). — Fr.: 2. Sinfoniekonzert: Requiem von Verdi. Dirigent: Prof. Dr. Böhm. Solisten: Marg. Teschemacher, Maria Rohs, Torsten Ralf, Mathieu Ahlersmeyer. (8). — Sa.: „Die Fledermaus“ (8). — So.: „Turandot“ (½8). — Mo., 1. Nov.: „Der Wildschütz“ (8). Schauspielhaus. So., 24. Okt.: „Leichte Brise“ (½8). — Mo.: „Der erste Frühlingstag“ (8). — Di.: „Die Jungfrau von Orleans“ (8). — Mi.: „Das Spiel vom Prinzenraub“ (8). — Do.: „Kitty“ (8). — Fr.: „Jan und die Schwindlerin“ (8). — Sa.: „Die Jungfrau von Orleans“. (8). — So.: „Wilhelm Tell“ (½8). — Mo., 1. Nov.: „Das Spiel vom Prinzenraub“ (8). Komödienhaus. So., 24. Okt.: Nr. 1. Nov.: Gastspiel „Die Abreise“ „Das Herz befiehlt“. — So., 31. Okt.: Einmaliges Gastspiel Pamela Wedekind: „Damals klärlich aus Sanne“ (8). [1216,1805,1580,2081]
